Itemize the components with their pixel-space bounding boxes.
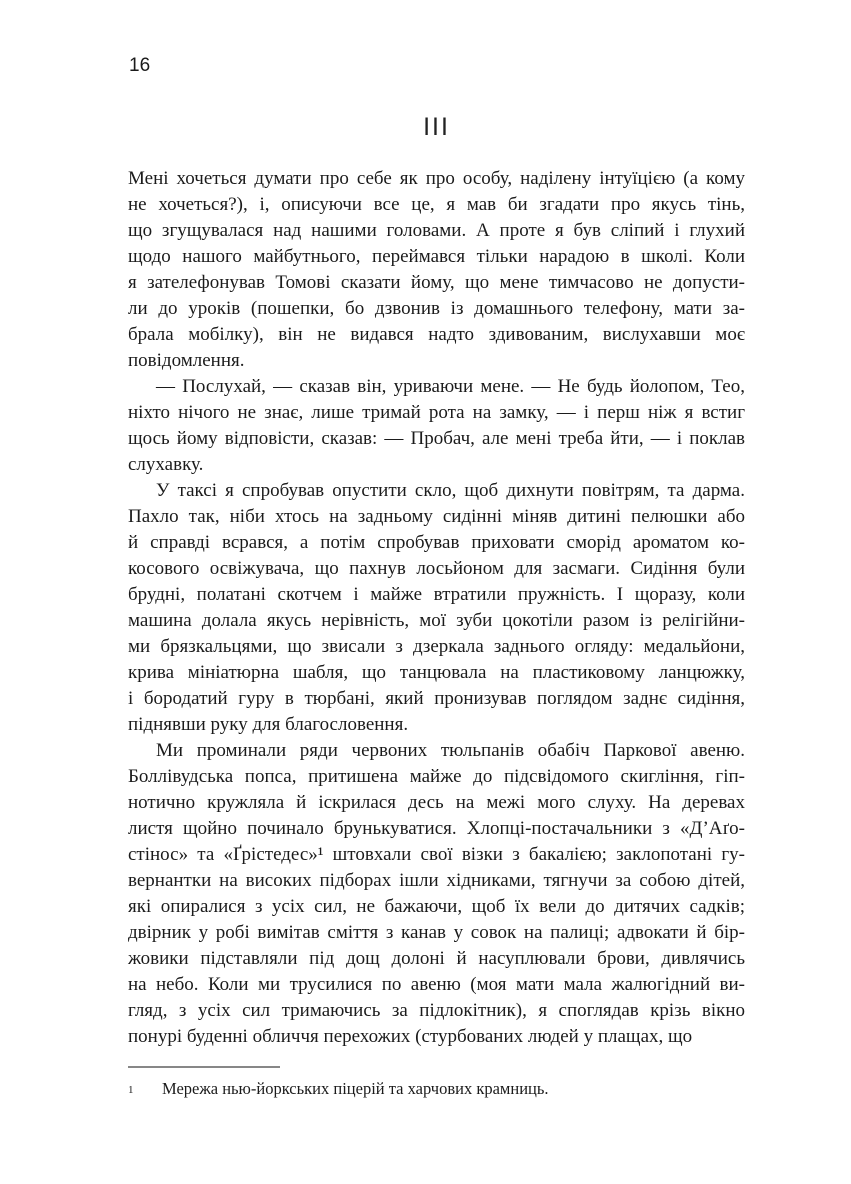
text-line: У таксі я спробував опустити скло, щоб дихнути повітрям, та дарма. <box>156 480 745 501</box>
text-line: гляд, з усіх сил тримаючись за підлокітник), я споглядав крізь вікно <box>128 1000 745 1021</box>
text-line: жовики підставляли під дощ долоні й насуплювали брови, дивлячись <box>128 948 745 969</box>
text-line: на небо. Коли ми трусилися по авеню (моя мати мала жалюгідний ви- <box>128 974 745 995</box>
text-line: Мені хочеться думати про себе як про особу, наділену інтуїцією (а кому <box>128 168 745 189</box>
text-line: я зателефонував Томові сказати йому, що мене тимчасово не допусти- <box>128 272 745 293</box>
paragraph <box>128 738 745 1050</box>
text-line: стінос» та «Ґрістедес»¹ штовхали свої візки з бакалією; заклопотані гу- <box>128 844 745 865</box>
text-line: ми брязкальцями, що звисали з дзеркала заднього огляду: медальйони, <box>128 636 745 657</box>
paragraph <box>128 374 745 478</box>
text-line: вернантки на високих підборах ішли хідниками, тягнучи за собою дітей, <box>128 870 745 891</box>
text-line: машина долала якусь нерівність, мої зуби цокотіли разом із релігійни- <box>128 610 745 631</box>
text-line: нотично кружляла й іскрилася десь на межі мого слуху. На деревах <box>128 792 745 813</box>
text-line: ніхто нічого не знає, лише тримай рота на замку, — і перш ніж я встиг <box>128 402 745 423</box>
text-line: які опиралися з усіх сил, не бажаючи, щоб їх вели до дитячих садків; <box>128 896 745 917</box>
footnote-marker: 1 <box>128 1084 134 1096</box>
page-number: 16 <box>129 55 151 76</box>
text-line: що згущувалася над нашими головами. А проте я був сліпий і глухий <box>128 220 745 241</box>
footnote-rule <box>128 1066 280 1068</box>
section-heading: III <box>423 113 450 141</box>
text-line: листя щойно починало брунькуватися. Хлопці-постачальники з «Д’Аґо- <box>128 818 745 839</box>
text-line: понурі буденні обличчя перехожих (стурбованих людей у плащах, що <box>128 1026 693 1047</box>
text-line: слухавку. <box>128 454 204 475</box>
paragraph <box>128 166 745 374</box>
body-text <box>128 166 745 1050</box>
text-line: Ми проминали ряди червоних тюльпанів обабіч Паркової авеню. <box>156 740 745 761</box>
text-line: повідомлення. <box>128 350 245 371</box>
text-line: брудні, полатані скотчем і майже втратили пружність. І щоразу, коли <box>128 584 745 605</box>
text-line: ли до уроків (пошепки, бо дзвонив із домашнього телефону, мати за- <box>128 298 745 319</box>
paragraph <box>128 478 745 738</box>
text-line: й справді всрався, а потім спробував приховати сморід ароматом ко- <box>128 532 745 553</box>
text-line: щось йому відповісти, сказав: — Пробач, але мені треба йти, — і поклав <box>128 428 745 449</box>
text-line: крива мініатюрна шабля, що танцювала на пластиковому ланцюжку, <box>128 662 745 683</box>
text-line: піднявши руку для благословення. <box>128 714 409 735</box>
text-line: не хочеться?), і, описуючи все це, я мав би згадати про якусь тінь, <box>128 194 745 215</box>
text-line: щодо нашого майбутнього, переймався тільки нарадою в школі. Коли <box>128 246 745 267</box>
text-line: двірник у робі вимітав сміття з канав у совок на палиці; адвокати й бір- <box>128 922 745 943</box>
text-line: і бородатий гуру в тюрбані, який пронизував поглядом заднє сидіння, <box>128 688 745 709</box>
text-line: косового освіжувача, що пахнув лосьйоном для засмаги. Сидіння були <box>128 558 745 579</box>
footnote-text: Мережа нью-йоркських піцерій та харчових крамниць. <box>162 1079 549 1098</box>
text-line: Боллівудська попса, притишена майже до підсвідомого скигління, гіп- <box>128 766 745 787</box>
text-line: брала мобілку), він не видався надто здивованим, вислухавши моє <box>128 324 745 345</box>
text-line: — Послухай, — сказав він, уриваючи мене. — Не будь йолопом, Тео, <box>156 376 745 397</box>
footnote <box>128 1077 745 1101</box>
text-line: Пахло так, ніби хтось на задньому сидінні міняв дитині пелюшки або <box>128 506 745 527</box>
